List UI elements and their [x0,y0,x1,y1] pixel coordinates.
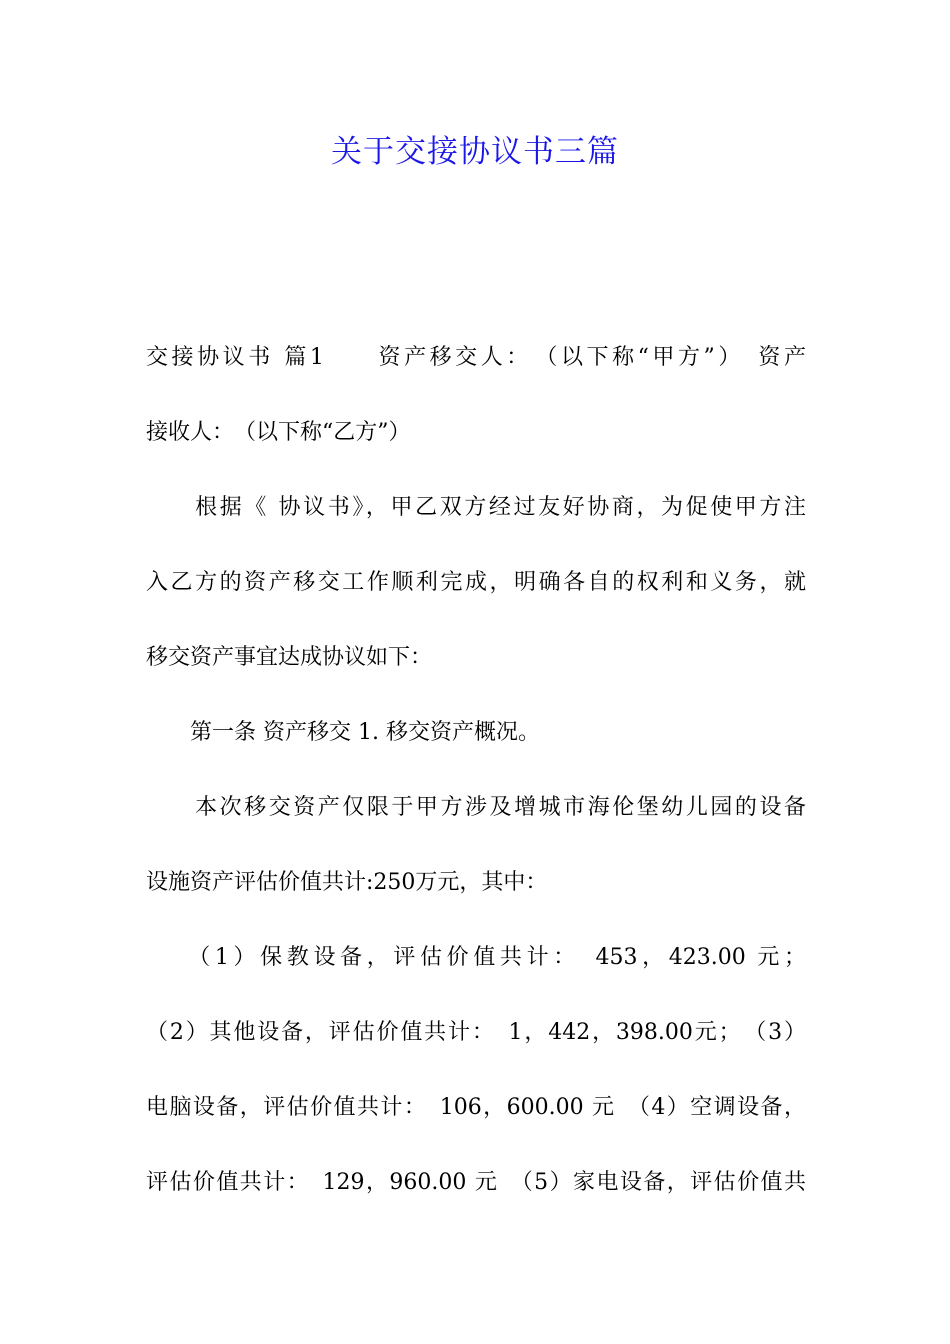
document-title: 关于交接协议书三篇 [331,134,619,170]
text-line: 电脑设备，评估价值共计： 106，600.00 元 （4）空调设备， [146,1095,806,1120]
text-line: 移交资产事宜达成协议如下： [146,645,433,670]
text-line: （2）其他设备，评估价值共计： 1，442，398.00元； （3） [146,1020,806,1045]
text-line: （1）保教设备，评估价值共计： 453，423.00 元； [146,945,806,970]
text-line: 交接协议书 篇1 资产移交人： （以下称“甲方”） 资产 [146,345,806,370]
text-line: 入乙方的资产移交工作顺利完成，明确各自的权利和义务，就 [146,570,806,595]
text-line: 接收人： （以下称“乙方”） [146,420,411,445]
text-line: 根据《 协议书》，甲乙双方经过友好协商，为促使甲方注 [146,495,806,520]
text-line: 评估价值共计： 129，960.00 元 （5）家电设备，评估价值共 [146,1170,806,1195]
text-line: 设施资产评估价值共计:250万元，其中： [146,870,548,895]
text-line: 第一条 资产移交 1. 移交资产概况。 [146,720,540,745]
text-line: 本次移交资产仅限于甲方涉及增城市海伦堡幼儿园的设备 [146,795,806,820]
